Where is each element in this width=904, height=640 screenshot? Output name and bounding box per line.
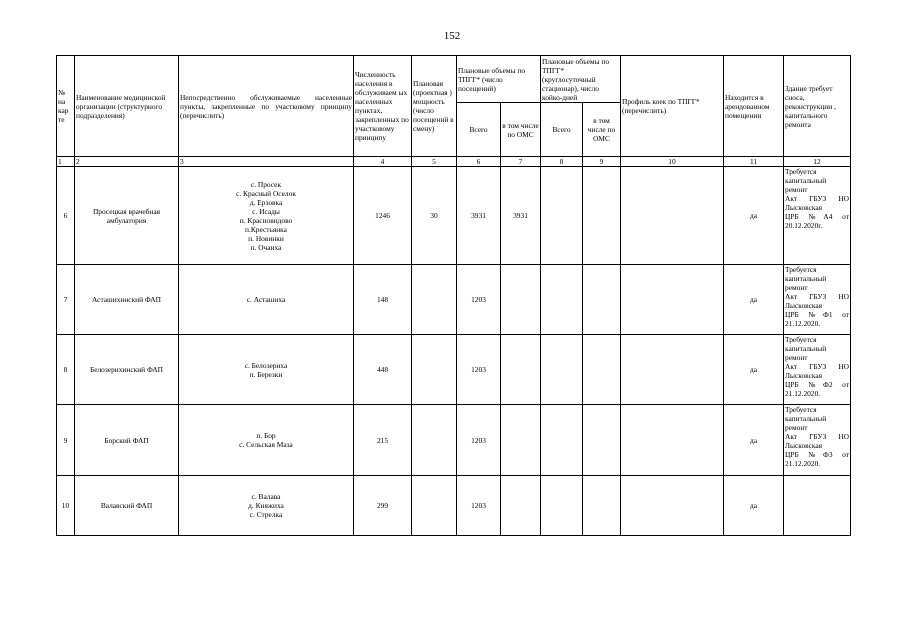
settlement: с. Сельская Маза (239, 440, 293, 449)
header-org-name: Наименование медицинской организации (структурного подразделения) (75, 56, 179, 157)
col-num: 4 (354, 157, 412, 167)
repair-note-line: Акт ГБУЗ НО (785, 194, 849, 203)
settlement: п. Новинки (248, 233, 284, 243)
settlement: с. Валава (251, 492, 281, 501)
beds-total (541, 405, 583, 476)
settlement: п. Очаиха (250, 242, 282, 252)
beds-total (541, 167, 583, 265)
repair-note-line: 20.12.2020г. (785, 221, 823, 230)
population: 215 (354, 405, 412, 476)
settlements-cell (179, 265, 354, 335)
bed-profile (621, 476, 724, 536)
repair-note-line: ЦРБ №Ф1 от (785, 310, 849, 319)
capacity (412, 405, 457, 476)
beds-total (541, 335, 583, 405)
col-num: 12 (784, 157, 851, 167)
repair-note-line: 21.12.2020. (785, 389, 821, 398)
visits-oms (501, 335, 541, 405)
org-name: Валавский ФАП (75, 476, 179, 536)
population: 148 (354, 265, 412, 335)
header-population: Численность населения в обслуживаем ых населенных пунктах, закрепленных по участковому принципу (354, 56, 412, 157)
beds-oms (583, 335, 621, 405)
beds-oms (583, 167, 621, 265)
rented: да (724, 335, 784, 405)
beds-oms (583, 476, 621, 536)
repair-note-line: ремонт (785, 353, 808, 362)
col-num: 3 (179, 157, 354, 167)
header-settlements: Непосредственно обслуживаемые населенные пункты, закрепленные по участковому принципу (перечислить) (179, 56, 354, 157)
header-visits-total: Всего (457, 103, 501, 157)
beds-total (541, 476, 583, 536)
settlement: п.Крестьянка (245, 224, 287, 234)
header-planned-visits: Плановые объемы по ТПГГ* (число посещений) (457, 56, 541, 103)
repair-note-line: Лысковская (785, 203, 823, 212)
table-row (57, 476, 851, 536)
repair-note-line: капитальный (785, 274, 827, 283)
header-number: № на кар те (57, 56, 75, 157)
org-name: Борский ФАП (75, 405, 179, 476)
repair-note-line: ремонт (785, 423, 808, 432)
settlement: с. Асташиха (246, 295, 286, 304)
header-capacity: Плановая (проектная ) мощность (число посещений в смену) (412, 56, 457, 157)
repair-note-line: Лысковская (785, 441, 823, 450)
repair-note-line: Акт ГБУЗ НО (785, 292, 849, 301)
capacity (412, 476, 457, 536)
table-row (57, 335, 851, 405)
rented: да (724, 265, 784, 335)
rented: да (724, 405, 784, 476)
repair-note (784, 476, 851, 536)
visits-total: 1203 (457, 476, 501, 536)
repair-note-line: капитальный (785, 176, 827, 185)
row-number: 10 (57, 476, 75, 536)
visits-total: 1203 (457, 265, 501, 335)
settlements-cell (179, 167, 354, 265)
repair-note-line: Лысковская (785, 371, 823, 380)
table-row (57, 265, 851, 335)
settlement: с. Просек (250, 179, 282, 189)
rented: да (724, 476, 784, 536)
repair-note-line: ремонт (785, 283, 808, 292)
settlement: с. Красный Оселок (236, 188, 296, 198)
capacity (412, 265, 457, 335)
settlement: д. Ерзовка (249, 197, 283, 207)
visits-oms: 3931 (501, 167, 541, 265)
bed-profile (621, 405, 724, 476)
visits-total: 1203 (457, 405, 501, 476)
population: 299 (354, 476, 412, 536)
col-num: 11 (724, 157, 784, 167)
repair-note-line: Требуется (785, 405, 817, 414)
repair-note-line: Требуется (785, 167, 817, 176)
org-name: Асташихинский ФАП (75, 265, 179, 335)
beds-oms (583, 265, 621, 335)
row-number: 8 (57, 335, 75, 405)
repair-note-line: капитальный (785, 414, 827, 423)
header-rented: Находится в арендованном помещении (724, 56, 784, 157)
col-num: 2 (75, 157, 179, 167)
settlements-cell (179, 405, 354, 476)
org-name: Белозерихинский ФАП (75, 335, 179, 405)
col-num: 10 (621, 157, 724, 167)
settlement: п. Березки (249, 369, 283, 379)
beds-total (541, 265, 583, 335)
settlement: д. Княжиха (248, 501, 284, 510)
visits-oms (501, 265, 541, 335)
header-bed-profile: Профиль коек по ТПГГ* (перечислить) (621, 56, 724, 157)
capacity (412, 335, 457, 405)
population: 1246 (354, 167, 412, 265)
col-num: 1 (57, 157, 75, 167)
bed-profile (621, 167, 724, 265)
repair-note-line: Требуется (785, 335, 817, 344)
repair-note (784, 167, 851, 265)
header-repair: Здание требует сноса, реконструкции , капитального ремонта (784, 56, 851, 157)
repair-note (784, 265, 851, 335)
repair-note-line: ремонт (785, 185, 808, 194)
settlement: с. Белозериха (244, 360, 288, 370)
repair-note-line: Акт ГБУЗ НО (785, 432, 849, 441)
repair-note-line: ЦРБ №Ф3 от (785, 450, 849, 459)
header-planned-beds: Плановые объемы по ТПГГ* (круглосуточный стационар), число койко-дней (541, 56, 621, 103)
col-num: 5 (412, 157, 457, 167)
header-visits-oms: в том числе по ОМС (501, 103, 541, 157)
repair-note-line: Требуется (785, 265, 817, 274)
visits-oms (501, 405, 541, 476)
settlements-cell (179, 335, 354, 405)
table-row (57, 167, 851, 265)
bed-profile (621, 335, 724, 405)
column-numbers-row (57, 157, 851, 167)
visits-total: 1203 (457, 335, 501, 405)
repair-note-line: капитальный (785, 344, 827, 353)
repair-note-line: Акт ГБУЗ НО (785, 362, 849, 371)
settlement: с. Стрелка (249, 510, 283, 519)
repair-note (784, 335, 851, 405)
beds-oms (583, 405, 621, 476)
repair-note-line: 21.12.2020. (785, 459, 821, 468)
visits-total: 3931 (457, 167, 501, 265)
table-row (57, 405, 851, 476)
row-number: 6 (57, 167, 75, 265)
repair-note-line: 21.12.2020. (785, 319, 821, 328)
repair-note-line: ЦРБ №А4 от (785, 212, 849, 221)
col-num: 8 (541, 157, 583, 167)
header-beds-oms: в том числе по ОМС (583, 103, 621, 157)
settlements-cell (179, 476, 354, 536)
header-beds-total: Всего (541, 103, 583, 157)
visits-oms (501, 476, 541, 536)
repair-note (784, 405, 851, 476)
settlement: п. Бор (256, 431, 276, 440)
facilities-table (56, 55, 851, 536)
settlement: с. Исады (252, 206, 280, 216)
repair-note-line: ЦРБ №Ф2 от (785, 380, 849, 389)
settlement: п. Красновидово (239, 215, 293, 225)
bed-profile (621, 265, 724, 335)
col-num: 7 (501, 157, 541, 167)
rented: да (724, 167, 784, 265)
row-number: 9 (57, 405, 75, 476)
population: 448 (354, 335, 412, 405)
org-name: Просецкая врачебная амбулатория (75, 167, 179, 265)
col-num: 6 (457, 157, 501, 167)
repair-note-line: Лысковская (785, 301, 823, 310)
capacity: 30 (412, 167, 457, 265)
col-num: 9 (583, 157, 621, 167)
page-number: 152 (443, 30, 461, 42)
row-number: 7 (57, 265, 75, 335)
